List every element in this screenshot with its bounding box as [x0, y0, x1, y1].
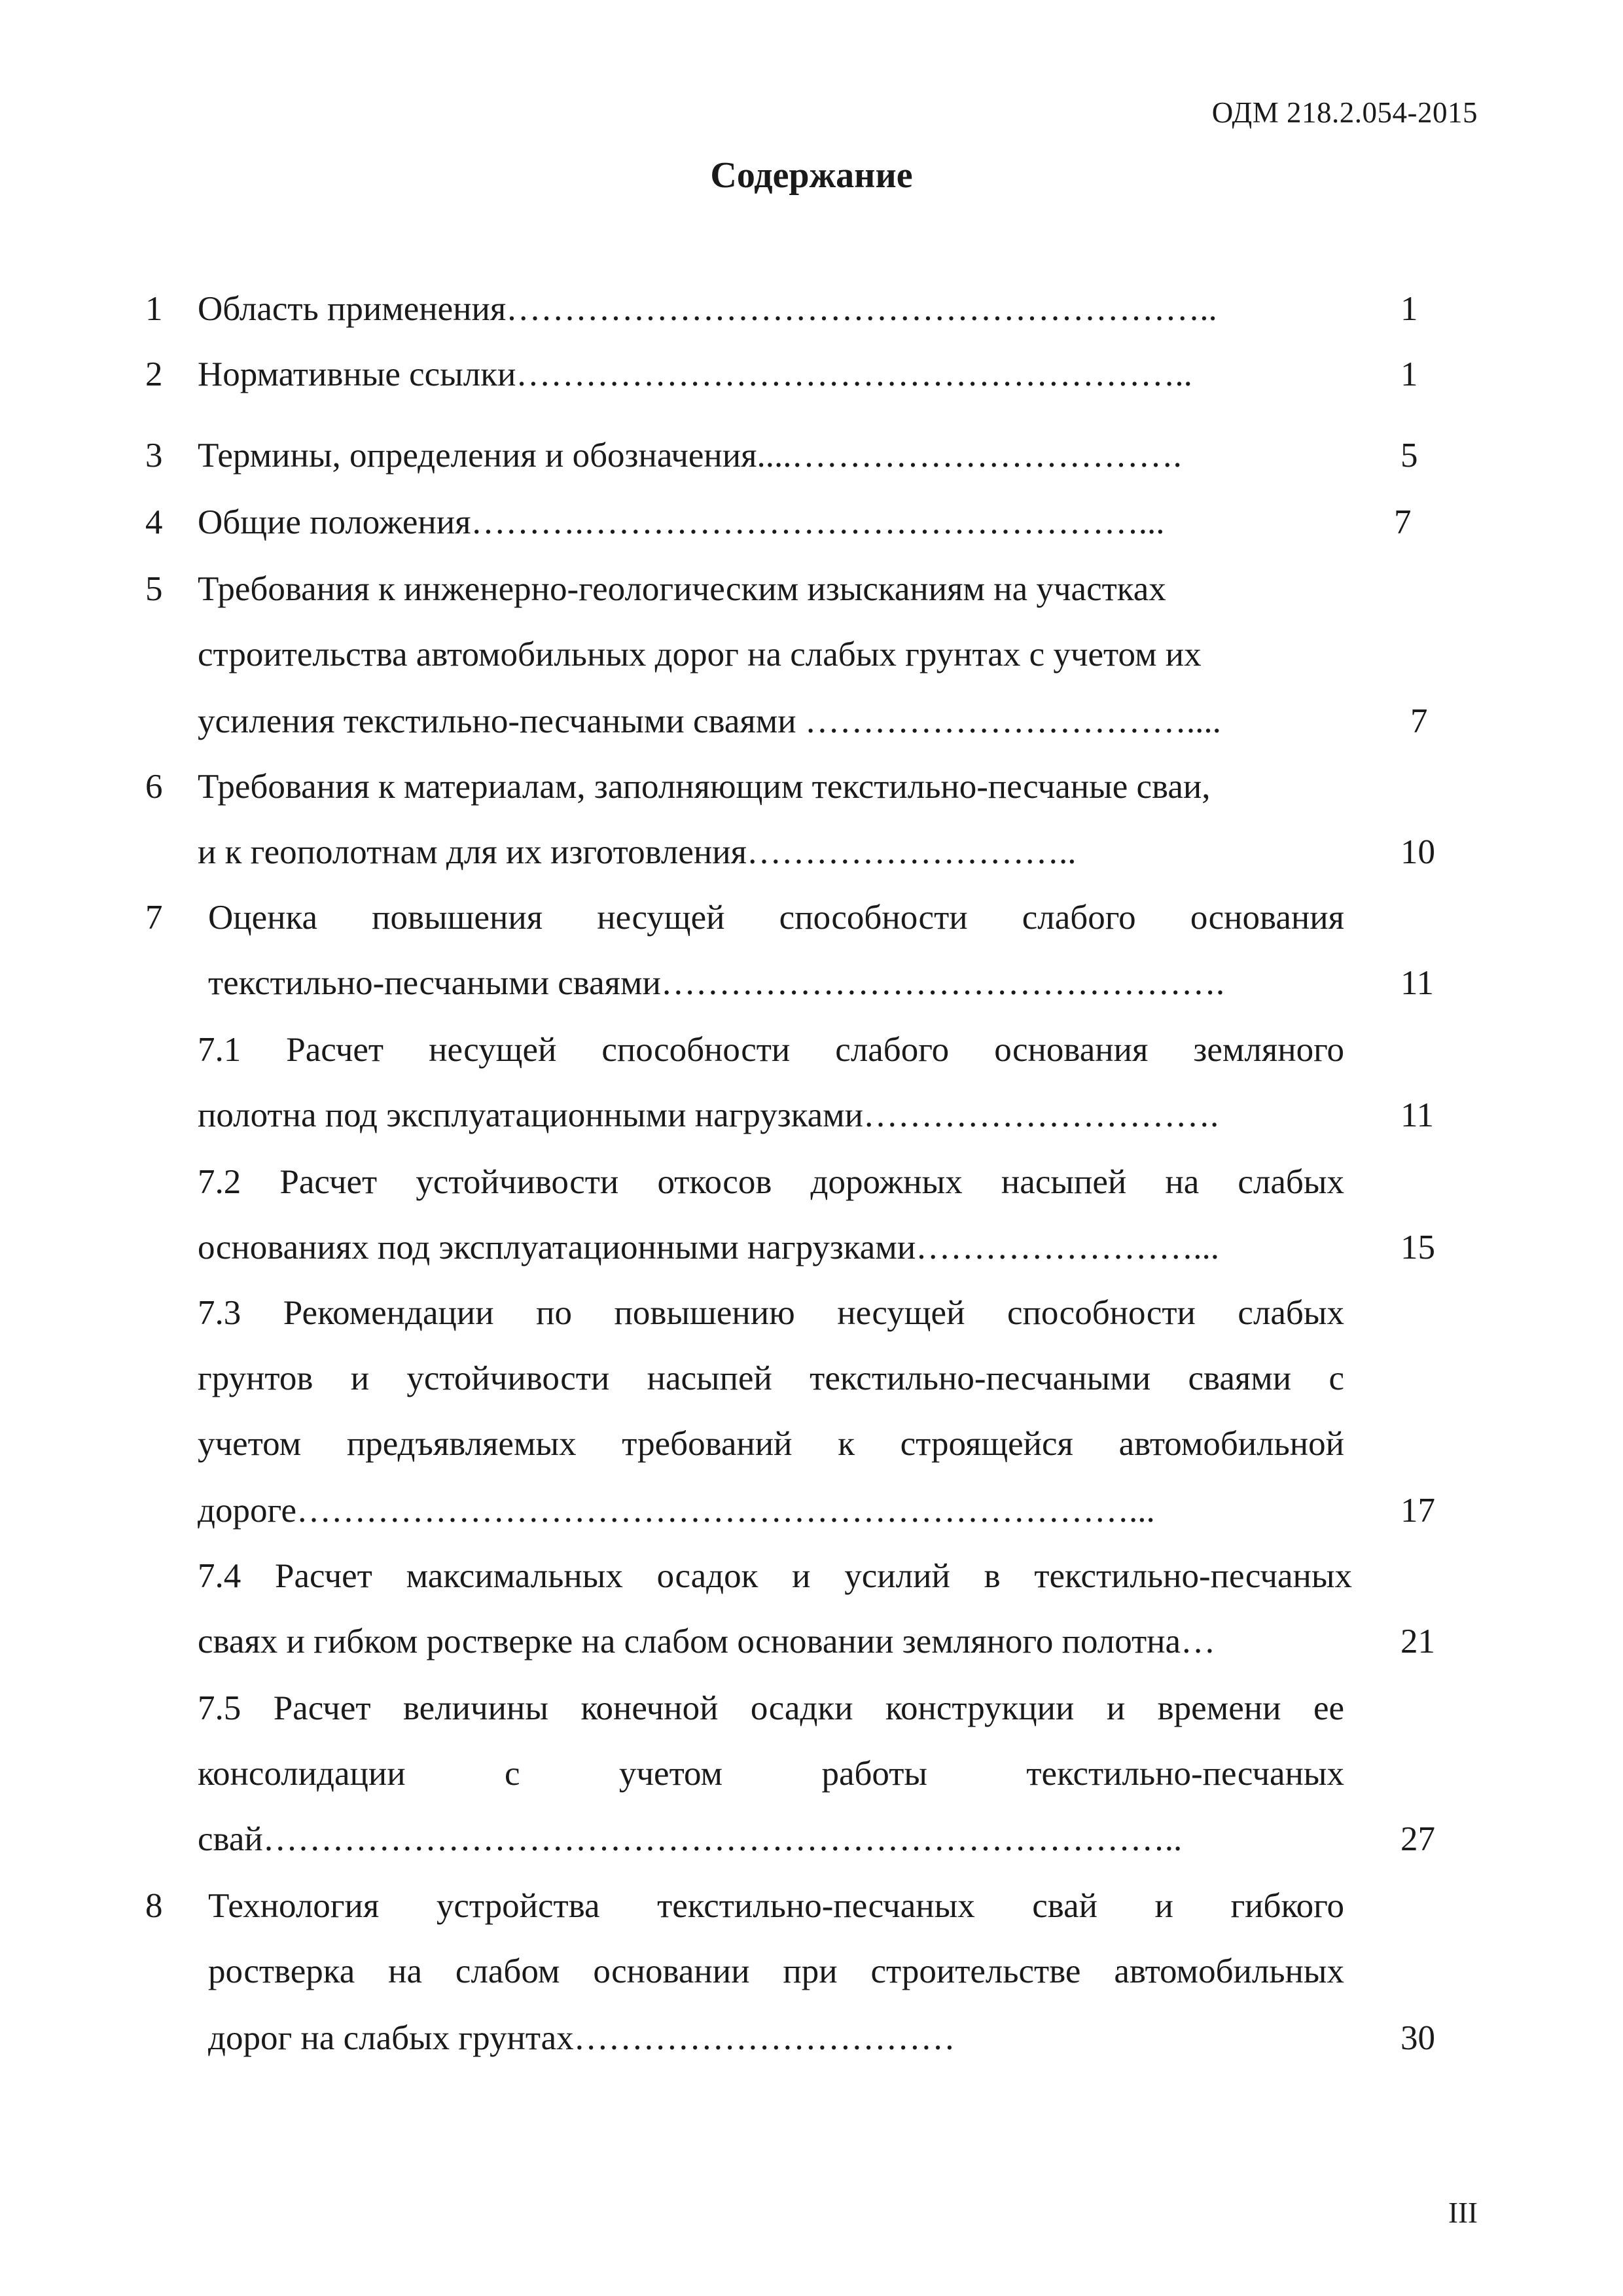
toc-entry-text: 7.2 Расчет устойчивости откосов дорожных насыпей на слабых [198, 1163, 1344, 1201]
toc-entry-text: Оценка повышения несущей способности слабого основания [208, 899, 1344, 937]
toc-entry-page: 21 [1400, 1623, 1435, 1660]
toc-entry-3[interactable] [0, 429, 1623, 482]
toc-subentry-7-5-cont [0, 1748, 1623, 1800]
toc-entry-text: Общие положения……….…………………………………………... [198, 503, 1165, 541]
toc-entry-page: 5 [1400, 437, 1418, 475]
toc-entry-8-end[interactable] [0, 2012, 1623, 2064]
toc-subentry-7-4[interactable] [0, 1550, 1623, 1602]
toc-entry-text: ростверка на слабом основании при строительстве автомобильных [208, 1952, 1344, 1990]
toc-entry-page: 11 [1400, 964, 1435, 1002]
page-number: III [1448, 2197, 1478, 2229]
toc-entry-text: основаниях под эксплуатационными нагрузками……………………... [198, 1229, 1219, 1266]
toc-entry-text: дороге………………………………………………………………... [198, 1492, 1155, 1530]
toc-entry-text: грунтов и устойчивости насыпей текстильно-песчаными сваями с [198, 1359, 1344, 1397]
toc-entry-text: Область применения…………………………………………………….. [198, 290, 1217, 328]
toc-entry-text: 7.5 Расчет величины конечной осадки конструкции и времени ее [198, 1689, 1344, 1727]
toc-entry-6-end[interactable] [0, 826, 1623, 878]
toc-entry-number: 6 [145, 768, 163, 806]
toc-entry-text: консолидации с учетом работы текстильно-песчаных [198, 1755, 1344, 1793]
toc-entry-text: Требования к материалам, заполняющим текстильно-песчаные сваи, [198, 768, 1211, 806]
toc-entry-text: текстильно-песчаными сваями…………………………………………. [208, 964, 1225, 1002]
toc-entry-number: 2 [145, 355, 163, 393]
toc-entry-text: Технология устройства текстильно-песчаных свай и гибкого [208, 1887, 1344, 1925]
toc-entry-text: 7.1 Расчет несущей способности слабого основания земляного [198, 1031, 1344, 1069]
toc-entry-number: 5 [145, 570, 163, 608]
toc-entry-2[interactable] [0, 348, 1623, 401]
toc-entry-text: учетом предъявляемых требований к строящейся автомобильной [198, 1425, 1344, 1463]
toc-entry-8[interactable] [0, 1880, 1623, 1932]
toc-entry-page: 7 [1394, 503, 1412, 541]
toc-entry-8-cont [0, 1945, 1623, 1998]
toc-entry-text: Требования к инженерно-геологическим изысканиям на участках [198, 570, 1166, 608]
toc-subentry-7-3-cont [0, 1352, 1623, 1405]
toc-entry-text: дорог на слабых грунтах…………………………… [208, 2019, 955, 2057]
toc-subentry-7-5-end[interactable] [0, 1813, 1623, 1865]
toc-entry-5-end[interactable] [0, 695, 1623, 747]
toc-entry-number: 8 [145, 1887, 163, 1925]
toc-entry-text: 7.3 Рекомендации по повышению несущей способности слабых [198, 1294, 1344, 1332]
toc-entry-page: 7 [1410, 702, 1428, 740]
toc-entry-number: 4 [145, 503, 163, 541]
toc-subentry-7-4-end[interactable] [0, 1615, 1623, 1668]
toc-subentry-7-5[interactable] [0, 1682, 1623, 1734]
toc-entry-7[interactable] [0, 891, 1623, 944]
toc-entry-page: 1 [1400, 355, 1418, 393]
toc-entry-text: свай…………………………………………………………………….. [198, 1820, 1183, 1858]
toc-entry-text: Нормативные ссылки………………………………………………….. [198, 355, 1192, 393]
toc-entry-page: 1 [1400, 290, 1418, 328]
toc-subentry-7-1-end[interactable] [0, 1089, 1623, 1141]
toc-entry-6[interactable] [0, 761, 1623, 813]
toc-subentry-7-2[interactable] [0, 1156, 1623, 1208]
toc-entry-page: 27 [1400, 1820, 1435, 1858]
toc-entry-4[interactable] [0, 496, 1623, 548]
toc-subentry-7-3-cont [0, 1418, 1623, 1470]
toc-entry-text: строительства автомобильных дорог на слабых грунтах с учетом их [198, 636, 1202, 673]
toc-entry-5[interactable] [0, 563, 1623, 615]
toc-entry-text: Термины, определения и обозначения....……………………………. [198, 437, 1182, 475]
toc-subentry-7-3-end[interactable] [0, 1484, 1623, 1537]
toc-title: Содержание [710, 155, 913, 196]
toc-entry-text: полотна под эксплуатационными нагрузками…………………………. [198, 1096, 1219, 1134]
toc-entry-text: и к геополотнам для их изготовления……………………….. [198, 833, 1077, 871]
toc-entry-5-cont [0, 628, 1623, 681]
toc-entry-text: усиления текстильно-песчаными сваями …………………………….... [198, 702, 1221, 740]
toc-entry-number: 3 [145, 437, 163, 475]
toc-entry-page: 10 [1400, 833, 1435, 871]
toc-entry-page: 30 [1400, 2019, 1435, 2057]
toc-subentry-7-1[interactable] [0, 1024, 1623, 1076]
toc-entry-page: 17 [1400, 1492, 1435, 1530]
toc-entry-page: 15 [1400, 1229, 1435, 1266]
toc-entry-number: 1 [145, 290, 163, 328]
toc-entry-number: 7 [145, 899, 163, 937]
document-code: ОДМ 218.2.054-2015 [1211, 96, 1478, 129]
toc-entry-page: 11 [1400, 1096, 1435, 1134]
toc-subentry-7-2-end[interactable] [0, 1221, 1623, 1274]
toc-entry-7-end[interactable] [0, 957, 1623, 1009]
toc-entry-text: сваях и гибком ростверке на слабом основании земляного полотна… [198, 1623, 1216, 1660]
toc-subentry-7-3[interactable] [0, 1287, 1623, 1339]
toc-entry-1[interactable] [0, 283, 1623, 335]
toc-entry-text: 7.4 Расчет максимальных осадок и усилий в текстильно-песчаных [198, 1557, 1352, 1595]
